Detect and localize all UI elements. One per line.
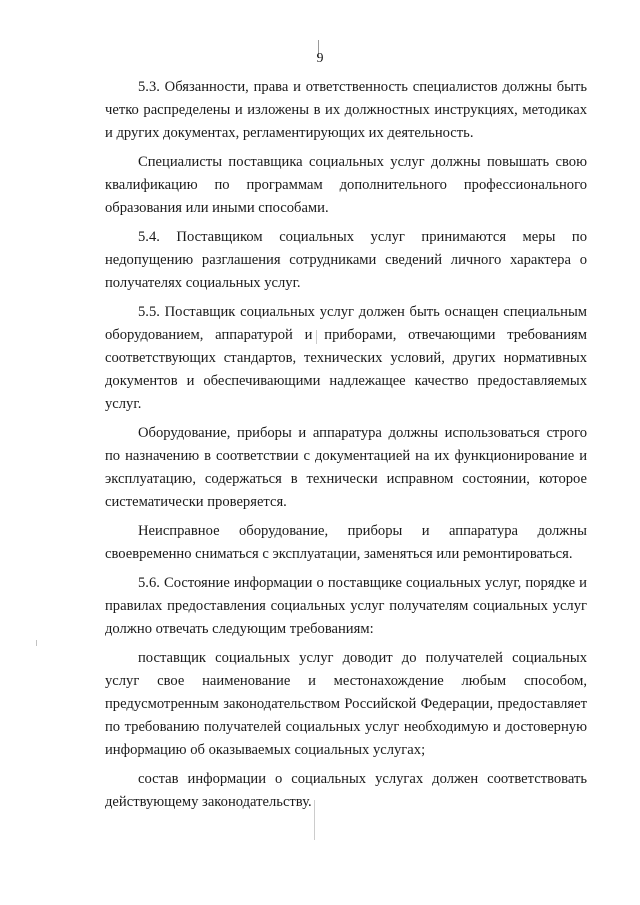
paragraph-faulty-equipment: Неисправное оборудование, приборы и аппаратура должны своевременно сниматься с эксплуатации, заменяться или ремонтироваться. [105, 523, 587, 562]
paragraph-provider-info: поставщик социальных услуг доводит до получателей социальных услуг свое наименование и местонахождение любым способом, предусмотренным законодательством Российской Федерации, предоставляет по требованию получателей социальных услуг необходимую и достоверную информацию об оказываемых социальных услугах; [105, 650, 587, 758]
scan-artifact-left [36, 640, 37, 646]
page-number: 9 [316, 51, 324, 66]
paragraph-info-composition: состав информации о социальных услугах должен соответствовать действующему законодательству. [105, 771, 587, 810]
paragraph-5-5: 5.5. Поставщик социальных услуг должен быть оснащен специальным оборудованием, аппаратурой и приборами, отвечающими требованиям соответствующих стандартов, технических условий, других нормативных документов и обеспечивающими надлежащее качество предоставляемых услуг. [105, 304, 587, 412]
paragraph-5-3: 5.3. Обязанности, права и ответственность специалистов должны быть четко распределены и изложены в их должностных инструкциях, методиках и других документах, регламентирующих их деятельность. [105, 79, 587, 141]
paragraph-5-6: 5.6. Состояние информации о поставщике социальных услуг, порядке и правилах предоставления социальных услуг получателям социальных услуг должно отвечать следующим требованиям: [105, 575, 587, 637]
paragraph-equipment-use: Оборудование, приборы и аппаратура должны использоваться строго по назначению в соответствии с документацией на их функционирование и эксплуатацию, содержаться в технически исправном состоянии, которое систематически проверяется. [105, 425, 587, 510]
paragraph-5-4: 5.4. Поставщиком социальных услуг принимаются меры по недопущению разглашения сотрудниками сведений личного характера о получателях социальных услуг. [105, 229, 587, 291]
document-body [105, 76, 587, 820]
paragraph-qualification: Специалисты поставщика социальных услуг должны повышать свою квалификацию по программам дополнительного профессионального образования или иными способами. [105, 154, 587, 216]
